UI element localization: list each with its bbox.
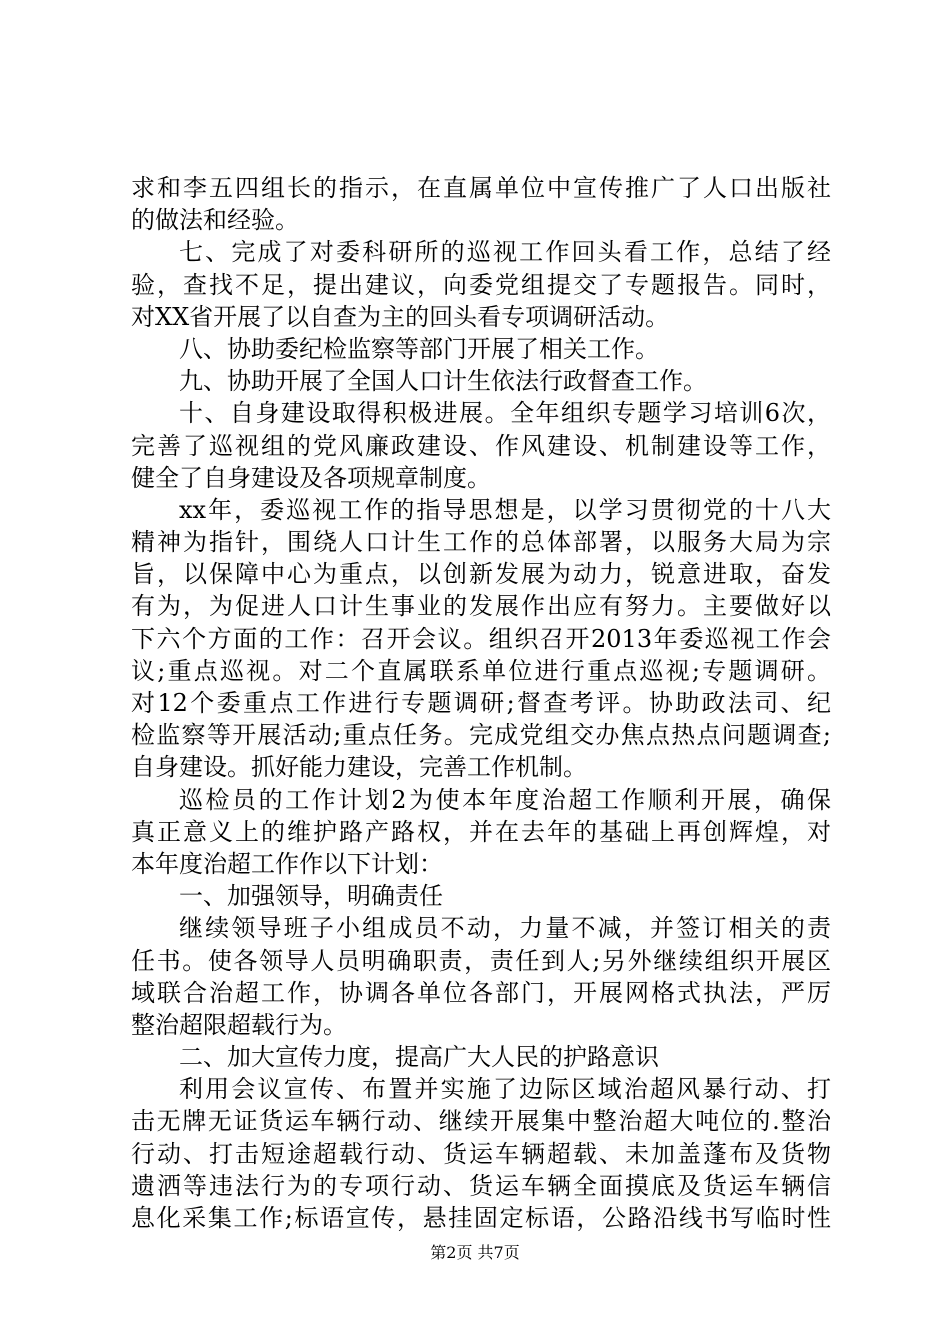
text-line: 一、加强领导，明确责任 [179,882,443,911]
text-line: 九、协助开展了全国人口计生依法行政督查工作。 [179,367,707,396]
text-line: 对12个委重点工作进行专题调研;督查考评。协助政法司、纪 [131,689,831,717]
text-line: 验，查找不足，提出建议，向委党组提交了专题报告。同时， [131,270,831,299]
text-line: 健全了自身建设及各项规章制度。 [131,463,491,492]
text-line: 对XX省开展了以自查为主的回头看专项调研活动。 [131,302,670,331]
text-line: 十、自身建设取得积极进展。全年组织专题学习培训6次， [179,399,831,428]
page-footer [0,1243,950,1263]
text-line: 八、协助委纪检监察等部门开展了相关工作。 [179,334,659,363]
text-line: 旨，以保障中心为重点，以创新发展为动力，锐意进取，奋发 [131,560,831,589]
text-line: 自身建设。抓好能力建设，完善工作机制。 [131,753,587,782]
text-line: 域联合治超工作，协调各单位各部门，开展网格式执法，严厉 [131,978,831,1007]
text-line: 继续领导班子小组成员不动，力量不减，并签订相关的责 [179,914,831,943]
text-line: 遗洒等违法行为的专项行动、货运车辆全面摸底及货运车辆信 [131,1171,831,1200]
text-line: 真正意义上的维护路产路权，并在去年的基础上再创辉煌，对 [131,817,831,846]
text-line: 有为，为促进人口计生事业的发展作出应有努力。主要做好以 [131,592,831,621]
text-line: 议;重点巡视。对二个直属联系单位进行重点巡视;专题调研。 [131,656,831,685]
text-line: 利用会议宣传、布置并实施了边际区域治超风暴行动、打 [179,1075,831,1104]
text-line: 本年度治超工作作以下计划： [131,849,443,878]
text-line: 检监察等开展活动;重点任务。完成党组交办焦点热点问题调查; [131,721,831,750]
text-line: 精神为指针，围绕人口计生工作的总体部署，以服务大局为宗 [131,528,831,557]
text-line: 求和李五四组长的指示，在直属单位中宣传推广了人口出版社 [131,174,831,202]
text-line: 的做法和经验。 [131,206,299,235]
text-line: 击无牌无证货运车辆行动、继续开展集中整治超大吨位的.整治 [131,1107,831,1136]
text-line: 巡检员的工作计划2为使本年度治超工作顺利开展，确保 [179,785,831,814]
text-line: xx年，委巡视工作的指导思想是，以学习贯彻党的十八大 [179,495,831,524]
text-line: 任书。使各领导人员明确职责，责任到人;另外继续组织开展区 [131,946,831,975]
page-number-indicator: 第2页 共7页 [430,1243,520,1262]
text-line: 二、加大宣传力度，提高广大人民的护路意识 [179,1043,659,1072]
text-line: 七、完成了对委科研所的巡视工作回头看工作，总结了经 [179,238,831,267]
document-body [131,172,831,1234]
text-line: 息化采集工作;标语宣传，悬挂固定标语，公路沿线书写临时性 [131,1204,831,1232]
text-line: 行动、打击短途超载行动、货运车辆超载、未加盖蓬布及货物 [131,1139,831,1168]
text-line: 下六个方面的工作：召开会议。组织召开2013年委巡视工作会 [131,624,831,653]
text-line: 完善了巡视组的党风廉政建设、作风建设、机制建设等工作， [131,431,831,460]
text-line: 整治超限超载行为。 [131,1010,347,1039]
